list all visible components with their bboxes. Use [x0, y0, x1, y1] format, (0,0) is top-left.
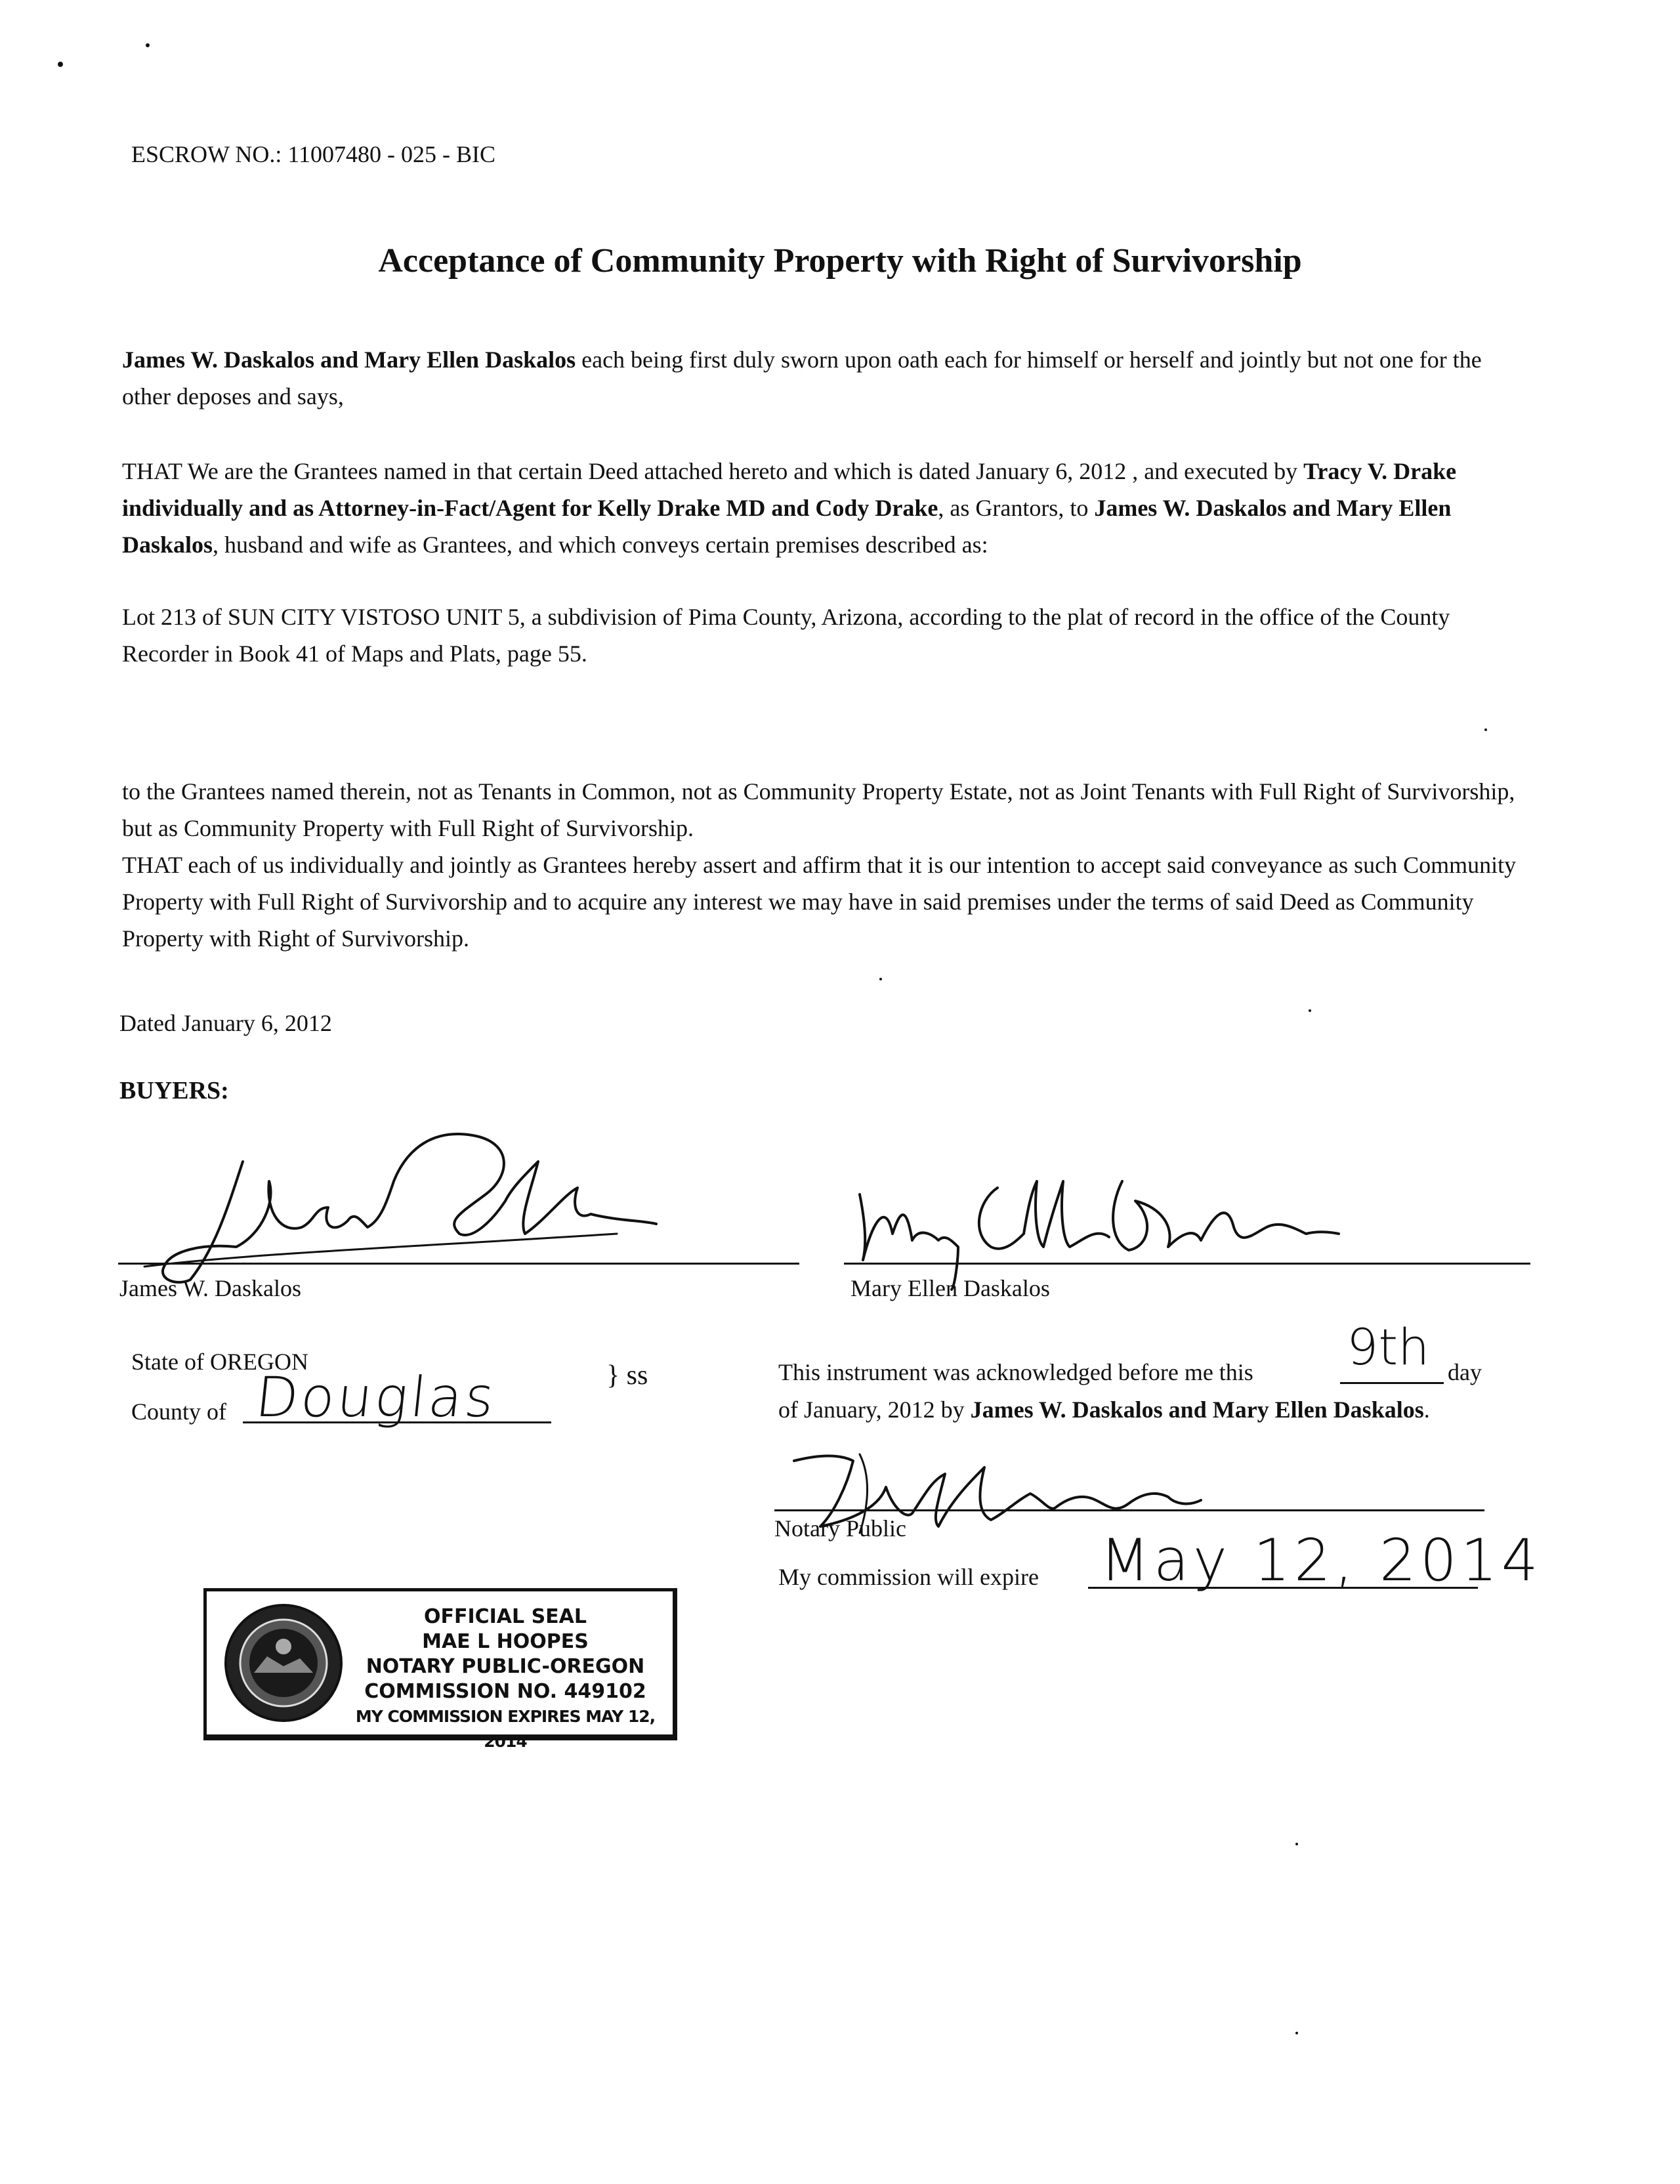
ack-text-1: This instrument was acknowledged before me this	[778, 1359, 1253, 1385]
ack-day-line	[1340, 1382, 1444, 1384]
state-label: State of OREGON	[131, 1349, 308, 1375]
ack-text-3: of January, 2012 by	[778, 1396, 965, 1423]
signer-name-james: James W. Daskalos	[119, 1275, 301, 1301]
dated-line: Dated January 6, 2012	[119, 1010, 332, 1036]
signer-name-mary: Mary Ellen Daskalos	[850, 1275, 1050, 1301]
oath-paragraph	[122, 341, 1533, 415]
ack-day-label: day	[1448, 1359, 1482, 1385]
scan-speck	[146, 43, 150, 47]
legal-description: Lot 213 of SUN CITY VISTOSO UNIT 5, a subdivision of Pima County, Arizona, according to the plat of record in the office of the County Recorder in Book 41 of Maps and Plats, page 55.	[122, 604, 1450, 667]
ack-names: James W. Daskalos and Mary Ellen Daskalos	[970, 1396, 1424, 1423]
ack-line-2	[778, 1391, 1540, 1428]
seal-line-5: MY COMMISSION EXPIRES MAY 12, 2014	[355, 1707, 656, 1751]
seal-line-2: MAE L HOOPES	[422, 1630, 589, 1653]
scan-speck	[58, 62, 63, 67]
escrow-number: ESCROW NO.: 11007480 - 025 - BIC	[131, 141, 496, 167]
document-title: Acceptance of Community Property with Right of Survivorship	[378, 242, 1302, 280]
scan-speck	[879, 978, 882, 980]
deed-paragraph	[122, 453, 1533, 563]
signature-mary	[847, 1162, 1345, 1293]
grantees-names: James W. Daskalos and Mary Ellen Daskalos	[122, 495, 1452, 558]
affiant-names: James W. Daskalos and Mary Ellen Daskalos	[122, 346, 576, 373]
deed-text-2: , as Grantors, to	[938, 495, 1095, 521]
commission-handwritten: May 12, 2014	[1100, 1526, 1542, 1594]
county-handwritten: Douglas	[252, 1365, 500, 1429]
signature-line-mary	[844, 1263, 1530, 1265]
buyers-label: BUYERS:	[119, 1077, 229, 1104]
oregon-seal-emblem	[221, 1601, 346, 1725]
county-label: County of	[131, 1398, 227, 1425]
ack-day-handwritten: 9th	[1347, 1318, 1430, 1376]
scan-speck	[1484, 728, 1487, 731]
ack-text-4: .	[1423, 1396, 1430, 1423]
ss-label: } ss	[606, 1360, 648, 1391]
scan-speck	[1295, 1843, 1298, 1845]
seal-line-3: NOTARY PUBLIC-OREGON	[366, 1655, 645, 1678]
oath-text: each being first duly sworn upon oath each for himself or herself and jointly but not one for the other deposes and says,	[122, 346, 1482, 410]
scan-speck	[1295, 2032, 1298, 2034]
signature-james	[118, 1122, 669, 1293]
seal-line-4: COMMISSION NO. 449102	[364, 1680, 646, 1703]
notary-label: Notary Public	[774, 1515, 906, 1542]
tenancy-paragraph: to the Grantees named therein, not as Tenants in Common, not as Community Property Estate, not as Joint Tenants with Full Right of Survivorship, but as Community Property with Full Right of Survivorship.	[122, 778, 1515, 841]
seal-line-1: OFFICIAL SEAL	[423, 1605, 587, 1628]
deed-text-1: THAT We are the Grantees named in that certain Deed attached hereto and which is dated January 6, 2012 , and executed by	[122, 458, 1304, 484]
official-seal-stamp	[203, 1588, 677, 1751]
grantors-names: Tracy V. Drake individually and as Attorney-in-Fact/Agent for Kelly Drake MD and Cody Drake	[122, 458, 1457, 521]
signature-line-james	[118, 1263, 799, 1265]
affirmation-paragraph: THAT each of us individually and jointly as Grantees hereby assert and affirm that it is our intention to accept said conveyance as such Community Property with Full Right of Survivorship and to acquire any interest we may have in said premises under the terms of said Deed as Community Property with Right of Survivorship.	[122, 852, 1517, 952]
notary-signature-line	[774, 1509, 1484, 1511]
scan-speck	[1309, 1009, 1311, 1012]
deed-text-3: , husband and wife as Grantees, and which conveys certain premises described as:	[213, 532, 988, 558]
seal-text	[338, 1605, 673, 1754]
commission-label: My commission will expire	[778, 1564, 1039, 1590]
